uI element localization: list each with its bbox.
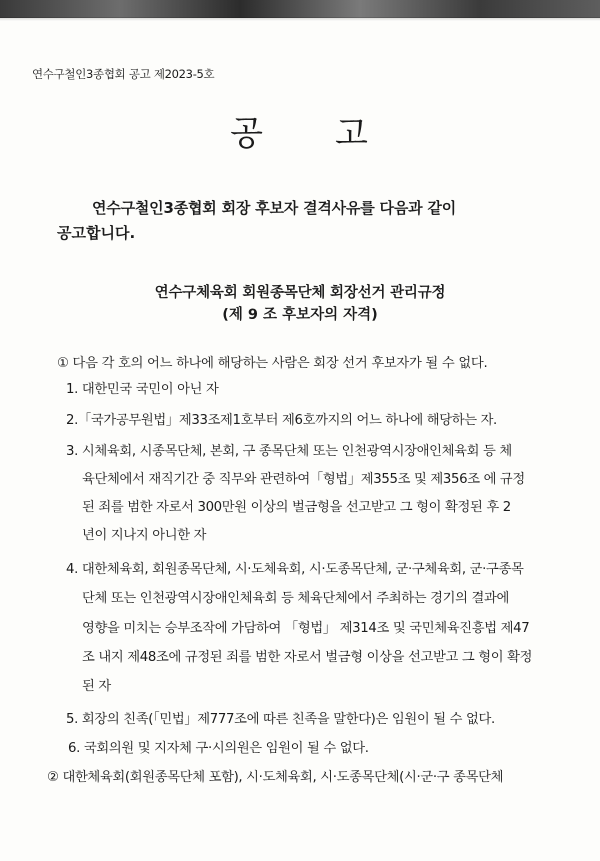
- clause-1-item-3-line-2: 육단체에서 재직기간 중 직무와 관련하여「형법」제355조 및 제356조 에 규정: [82, 472, 525, 487]
- clause-1-item-4-line-2: 단체 또는 인천광역시장애인체육회 등 체육단체에서 주최하는 경기의 결과에: [82, 591, 509, 606]
- notice-number: 연수구철인3종협회 공고 제2023-5호: [32, 67, 215, 81]
- clause-1-item-3-line-1: 3. 시체육회, 시종목단체, 본회, 구 종목단체 또는 인천광역시장애인체육회 등 체: [66, 444, 512, 459]
- document-title: [0, 106, 600, 155]
- scanned-top-edge: [0, 0, 600, 18]
- clause-1-item-1: 1. 대한민국 국민이 아닌 자: [66, 382, 219, 397]
- clause-1-item-3-line-3: 된 죄를 범한 자로서 300만원 이상의 벌금형을 선고받고 그 형이 확정된 후 2: [82, 500, 511, 515]
- title-char-1: 공: [230, 114, 265, 154]
- clause-1-item-5: 5. 회장의 친족(「민법」제777조에 따른 친족을 말한다)은 임원이 될 수 없다.: [66, 712, 495, 727]
- regulation-title: 연수구체육회 회원종목단체 회장선거 관리규정: [154, 285, 446, 301]
- regulation-article: (제 9 조 후보자의 자격): [222, 307, 378, 323]
- clause-1-item-6: 6. 국회의원 및 지자체 구·시의원은 임원이 될 수 없다.: [68, 741, 369, 756]
- clause-1-item-4-line-1: 4. 대한체육회, 회원종목단체, 시·도체육회, 시·도종목단체, 군·구체육회, 군·구종목: [66, 562, 524, 577]
- title-char-2: 고: [335, 114, 370, 154]
- clause-1-item-4-line-3: 영향을 미치는 승부조작에 가담하여 「형법」 제314조 및 국민체육진흥법 제47: [82, 621, 530, 636]
- clause-1-item-4-line-4: 조 내지 제48조에 규정된 죄를 범한 자로서 벌금형 이상을 선고받고 그 형이 확정: [82, 650, 533, 665]
- intro-line-1: 연수구철인3종협회 회장 후보자 결격사유를 다음과 같이: [92, 199, 457, 217]
- clause-1-item-4-line-5: 된 자: [82, 679, 111, 694]
- clause-1-item-3-line-4: 년이 지나지 아니한 자: [82, 528, 207, 543]
- clause-2-text: ② 대한체육회(회원종목단체 포함), 시·도체육회, 시·도종목단체(시·군·구 종목단체: [47, 770, 504, 785]
- clause-1-item-2: 2.「국가공무원법」제33조제1호부터 제6호까지의 어느 하나에 해당하는 자.: [66, 413, 497, 428]
- intro-line-2: 공고합니다.: [57, 224, 136, 242]
- clause-1-text: ① 다음 각 호의 어느 하나에 해당하는 사람은 회장 선거 후보자가 될 수 없다.: [57, 356, 488, 371]
